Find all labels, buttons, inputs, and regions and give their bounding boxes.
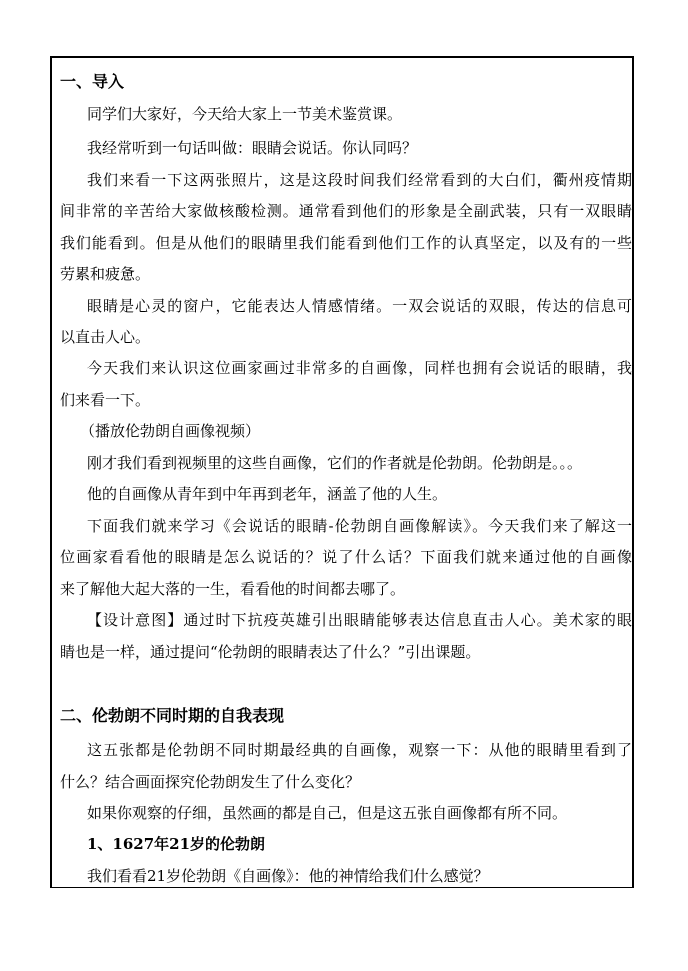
paragraph-five-portraits-line-1: 这五张都是伦勃朗不同时期最经典的自画像，观察一下：从他的眼睛里看到了 (87, 741, 632, 759)
paragraph-painter-line-2: 们来看一下。 (60, 391, 151, 409)
subheading-1627: 1、1627年21岁的伦勃朗 (87, 835, 266, 853)
paragraph-photos-line-2: 间非常的辛苦给大家做核酸检测。通常看到他们的形象是全副武装，只有一双眼睛 (60, 202, 632, 220)
paragraph-window-line-2: 以直击人心。 (60, 328, 151, 346)
paragraph-photos-line-3: 我们能看到。但是从他们的眼睛里我们能看到他们工作的认真坚定，以及有的一些 (60, 234, 632, 252)
section-heading-intro: 一、导入 (60, 72, 125, 91)
paragraph-photos-line-1: 我们来看一下这两张照片，这是这段时间我们经常看到的大白们，衢州疫情期 (87, 171, 632, 189)
paragraph-eyes-talk: 我经常听到一句话叫做：眼睛会说话。你认同吗？ (87, 139, 418, 157)
paragraph-photos-line-4: 劳累和疲惫。 (60, 265, 151, 283)
paragraph-observe: 如果你观察的仔细，虽然画的都是自己，但是这五张自画像都有所不同。 (87, 804, 568, 822)
paragraph-five-portraits-line-2: 什么？结合画面探究伦勃朗发生了什么变化？ (60, 773, 361, 791)
paragraph-21-years: 我们看看21岁伦勃朗《自画像》：他的神情给我们什么感觉？ (87, 867, 489, 885)
paragraph-lesson-line-2: 位画家看看他的眼睛是怎么说话的？说了什么话？下面我们就来通过他的自画像 (60, 548, 632, 566)
paragraph-design-intent-line-2: 睛也是一样，通过提问“伦勃朗的眼睛表达了什么？”引出课题。 (60, 643, 481, 661)
paragraph-play-video: （播放伦勃朗自画像视频） (80, 422, 261, 440)
paragraph-window-line-1: 眼睛是心灵的窗户，它能表达人情感情绪。一双会说话的双眼，传达的信息可 (87, 297, 632, 315)
paragraph-life: 他的自画像从青年到中年再到老年，涵盖了他的人生。 (87, 485, 448, 503)
paragraph-painter-line-1: 今天我们来认识这位画家画过非常多的自画像，同样也拥有会说话的眼睛，我 (87, 359, 632, 377)
section-heading-self-expression: 二、伦勃朗不同时期的自我表现 (60, 706, 285, 725)
paragraph-lesson-line-1: 下面我们就来学习《会说话的眼睛-伦勃朗自画像解读》。今天我们来了解这一 (87, 517, 632, 535)
paragraph-lesson-line-3: 来了解他大起大落的一生，看看他的时间都去哪了。 (60, 580, 406, 598)
paragraph-author: 刚才我们看到视频里的这些自画像，它们的作者就是伦勃朗。伦勃朗是。。。 (87, 454, 583, 472)
paragraph-greeting: 同学们大家好，今天给大家上一节美术鉴赏课。 (87, 105, 403, 123)
paragraph-design-intent-line-1: 【设计意图】通过时下抗疫英雄引出眼睛能够表达信息直击人心。美术家的眼 (87, 611, 632, 629)
